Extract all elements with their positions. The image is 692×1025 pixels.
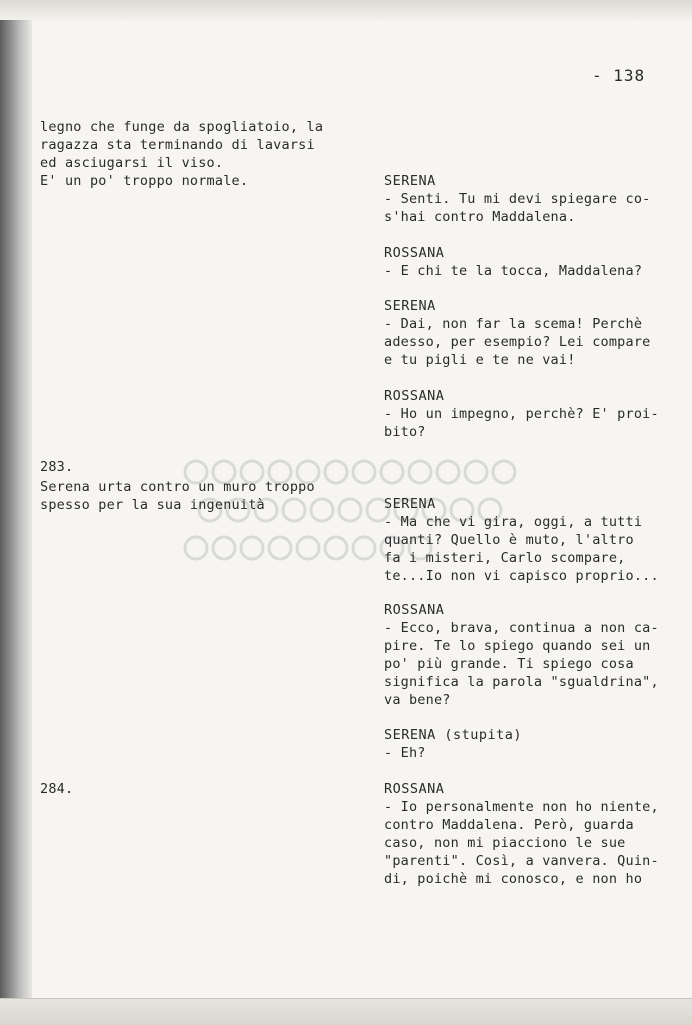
dialogue-line: "parenti". Così, a vanvera. Quin-	[384, 853, 659, 869]
page-number: - 138	[592, 66, 646, 85]
binding-shadow	[0, 20, 32, 1000]
dialogue-line: significa la parola "sgualdrina",	[384, 674, 659, 690]
dialogue-line: quanti? Quello è muto, l'altro	[384, 532, 634, 548]
dialogue-line: bito?	[384, 424, 426, 440]
dialogue-line: va bene?	[384, 692, 451, 708]
dialogue-line: - Ecco, brava, continua a non ca-	[384, 620, 659, 636]
dialogue-line: po' più grande. Ti spiego cosa	[384, 656, 634, 672]
scene-description-line: spesso per la sua ingenuità	[40, 497, 265, 513]
dialogue-line: contro Maddalena. Però, guarda	[384, 817, 634, 833]
dialogue-line: di, poichè mi conosco, e non ho	[384, 871, 643, 887]
speaker-name: SERENA	[384, 496, 436, 512]
dialogue-line: s'hai contro Maddalena.	[384, 209, 576, 225]
dialogue-line: - E chi te la tocca, Maddalena?	[384, 263, 643, 279]
description-line: ragazza sta terminando di lavarsi	[40, 137, 315, 153]
dialogue-line: pire. Te lo spiego quando sei un	[384, 638, 651, 654]
speaker-name: ROSSANA	[384, 781, 445, 797]
description-line: ed asciugarsi il viso.	[40, 155, 224, 171]
dialogue-line: - Eh?	[384, 745, 426, 761]
dialogue-line: - Io personalmente non ho niente,	[384, 799, 659, 815]
page-top-edge	[0, 0, 692, 20]
dialogue-line: - Senti. Tu mi devi spiegare co-	[384, 191, 651, 207]
dialogue-line: caso, non mi piacciono le sue	[384, 835, 626, 851]
speaker-name: ROSSANA	[384, 602, 445, 618]
scene-number: 283.	[40, 459, 74, 475]
scene-number: 284.	[40, 781, 74, 797]
speaker-name: SERENA	[384, 298, 436, 314]
description-line: E' un po' troppo normale.	[40, 173, 249, 189]
speaker-name: ROSSANA	[384, 388, 445, 404]
dialogue-line: - Ma che vi gira, oggi, a tutti	[384, 514, 643, 530]
scene-description-line: Serena urta contro un muro troppo	[40, 479, 315, 495]
bleed-through-left	[46, 190, 346, 440]
dialogue-line: te...Io non vi capisco proprio...	[384, 568, 659, 584]
dialogue-line: adesso, per esempio? Lei compare	[384, 334, 651, 350]
speaker-name: SERENA	[384, 173, 436, 189]
speaker-name: SERENA (stupita)	[384, 727, 523, 743]
speaker-name: ROSSANA	[384, 245, 445, 261]
page-bottom-edge	[0, 998, 692, 1025]
dialogue-line: fa i misteri, Carlo scompare,	[384, 550, 626, 566]
description-line: legno che funge da spogliatoio, la	[40, 119, 324, 135]
dialogue-line: e tu pigli e te ne vai!	[384, 352, 576, 368]
dialogue-line: - Dai, non far la scema! Perchè	[384, 316, 643, 332]
dialogue-line: - Ho un impegno, perchè? E' proi-	[384, 406, 659, 422]
